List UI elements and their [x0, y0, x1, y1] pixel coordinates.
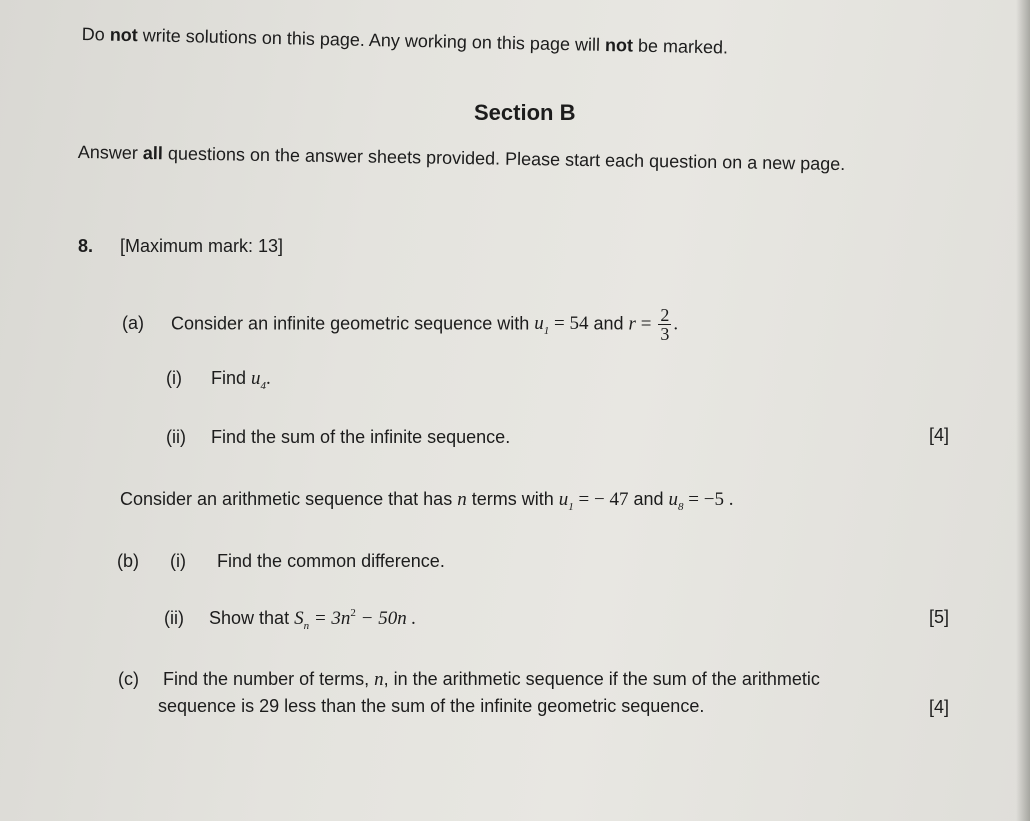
formula-r: r =: [628, 313, 652, 335]
part-c-line1: [118, 669, 820, 691]
question-header: [78, 236, 283, 257]
subpart-label: (ii): [164, 608, 184, 628]
notice-text: Do: [81, 24, 106, 45]
instruction-text: questions on the answer sheets provided. Please start each question on a new page.: [167, 143, 846, 175]
part-b-label: (b): [117, 551, 139, 571]
part-a-statement: [122, 306, 678, 343]
formula-u8: $u_8 = -5$ .: [668, 489, 734, 513]
maximum-mark: [Maximum mark: 13]: [120, 236, 284, 256]
and-text: and: [593, 313, 624, 334]
page-edge-shadow: [1016, 0, 1030, 821]
part-c-mark: [4]: [929, 697, 950, 717]
notice-text: write solutions on this page. Any working on this page will: [142, 25, 601, 55]
part-b-i: [117, 551, 445, 572]
part-c-text: Find the number of terms,: [163, 669, 370, 689]
subpart-text: Show that: [209, 608, 290, 628]
part-b-ii: [164, 607, 416, 632]
subpart-text: Find the sum of the infinite sequence.: [211, 427, 511, 447]
arithmetic-statement: [120, 489, 733, 513]
notice-text: be marked.: [637, 35, 729, 58]
period: .: [673, 313, 679, 335]
part-c-line2: sequence is 29 less than the sum of the infinite geometric sequence.: [158, 696, 705, 716]
subpart-text: Find: [211, 368, 247, 388]
subpart-label: (i): [170, 551, 187, 571]
instruction-text: Answer: [77, 142, 139, 163]
part-a-label: (a): [122, 313, 144, 334]
variable-n: n: [457, 489, 467, 510]
and-text: and: [633, 489, 664, 509]
part-b-mark: [5]: [929, 607, 950, 627]
formula-u1: $u_1 = 54$: [534, 313, 589, 338]
section-title: Section B: [474, 100, 576, 125]
variable-n: n: [374, 669, 384, 690]
part-a-ii: [166, 427, 510, 448]
part-a-i: [166, 368, 271, 392]
question-number: 8.: [78, 236, 94, 256]
instruction-emphasis: all: [142, 143, 164, 164]
part-c-text: , in the arithmetic sequence if the sum of the arithmetic: [383, 669, 820, 689]
subpart-label: (i): [166, 368, 182, 388]
statement-text: terms with: [471, 489, 554, 509]
statement-text: Consider an arithmetic sequence that has: [120, 489, 453, 509]
notice-emphasis: not: [604, 34, 634, 56]
part-c-label: (c): [118, 669, 139, 689]
part-a-mark: [4]: [929, 425, 950, 445]
formula-u1-arith: $u_1$ = − 47: [558, 489, 629, 513]
section-instructions: [78, 142, 846, 175]
subpart-label: (ii): [166, 427, 186, 447]
formula-u4: $u_4$.: [251, 368, 271, 392]
fraction-two-thirds: $\frac{2}{3}$: [660, 305, 670, 344]
formula-sn: $S_n = 3n^2 - 50n$ .: [294, 607, 417, 632]
notice-emphasis: not: [109, 24, 139, 46]
no-working-notice: [82, 24, 729, 59]
subpart-text: Find the common difference.: [217, 551, 445, 571]
part-a-text: Consider an infinite geometric sequence with: [171, 313, 530, 334]
